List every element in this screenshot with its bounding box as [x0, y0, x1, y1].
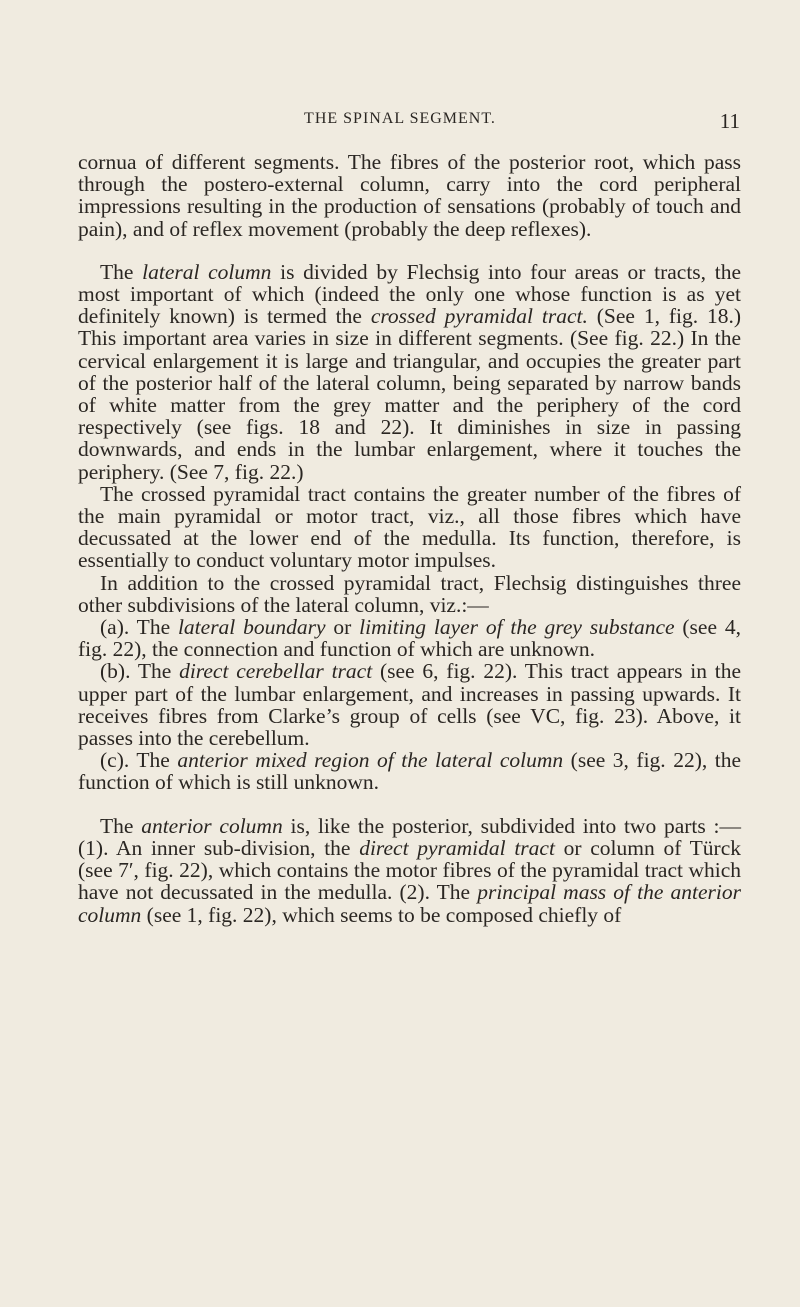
text-run: The — [100, 259, 143, 284]
text-run: (see 6, fig. 22). This tract appears in the upper part of the lumbar enlargement, and increases in passing upwards. It receives fibres from Clarke’s group of cells (see VC, fig. 23). Above, it passes into the cerebellum. — [78, 659, 742, 751]
italic-term: principal mass of the anterior column — [78, 880, 741, 927]
italic-term: direct pyramidal tract — [359, 835, 555, 860]
text-run: or column of Türck (see 7′, fig. 22), which contains the motor fibres of the pyramidal tract which have not decussated in the medulla. (2). The — [78, 835, 742, 905]
text-run: (c). The — [100, 748, 178, 773]
paragraph: In addition to the crossed pyramidal tract, Flechsig distinguishes three other subdivisions of the lateral column, viz.:— — [78, 570, 741, 617]
paragraph — [78, 749, 741, 793]
text-run: (see 3, fig. 22), the function of which is still unknown. — [78, 748, 742, 795]
page-header — [60, 110, 740, 144]
text-run: (b). The — [100, 659, 180, 684]
text-run: is divided by Flechsig into four areas or tracts, the most important of which (indeed the only one whose function is as yet definitely known) is termed the — [78, 259, 742, 329]
text-run: (see 4, fig. 22), the connection and function of which are unknown. — [78, 615, 741, 662]
italic-term: limiting layer of the grey substance — [359, 615, 675, 640]
paragraph — [78, 815, 741, 926]
text-run: (see 1, fig. 22), which seems to be composed chiefly of — [141, 902, 622, 927]
italic-term: lateral boundary — [177, 615, 326, 640]
text-run: or — [325, 615, 360, 640]
italic-term: lateral column — [142, 259, 272, 284]
italic-term: crossed pyramidal tract. — [370, 304, 588, 329]
paragraph: The crossed pyramidal tract contains the greater number of the fibres of the main pyramidal or motor tract, viz., all those fibres which have decussated at the lower end of the medulla. Its function, therefore, is essentially to conduct voluntary motor impulses. — [78, 481, 741, 573]
italic-term: anterior column — [141, 813, 283, 838]
italic-term: direct cerebellar tract — [179, 659, 373, 684]
body-text — [78, 151, 741, 926]
text-run: (See 1, fig. 18.) This important area varies in size in different segments. (See fig. 22.) In the cervical enlargement it is large and triangular, and occupies the greater part of the posterior half of the lateral column, being separated by narrow bands of white matter from the grey matter and the periphery of the cord respectively (see figs. 18 and 22). It diminishes in size in passing downwards, and ends in the lumbar enlargement, where it touches the periphery. (See 7, fig. 22.) — [78, 304, 742, 484]
running-title: THE SPINAL SEGMENT. — [304, 110, 496, 127]
paragraph — [78, 261, 741, 483]
paragraph — [78, 660, 741, 749]
text-run: The — [100, 813, 142, 838]
paragraph: cornua of different segments. The fibres of the posterior root, which pass through the postero-external column, carry into the cord peripheral impressions resulting in the production of sensations (probably of touch and pain), and of reflex movement (probably the deep reflexes). — [78, 150, 741, 241]
text-run: is, like the posterior, subdivided into two parts :—(1). An inner sub-division, the — [78, 813, 741, 860]
paragraph — [78, 616, 741, 660]
page-number: 11 — [719, 109, 740, 133]
italic-term: anterior mixed region of the lateral column — [177, 748, 564, 773]
text-run: (a). The — [100, 615, 178, 640]
